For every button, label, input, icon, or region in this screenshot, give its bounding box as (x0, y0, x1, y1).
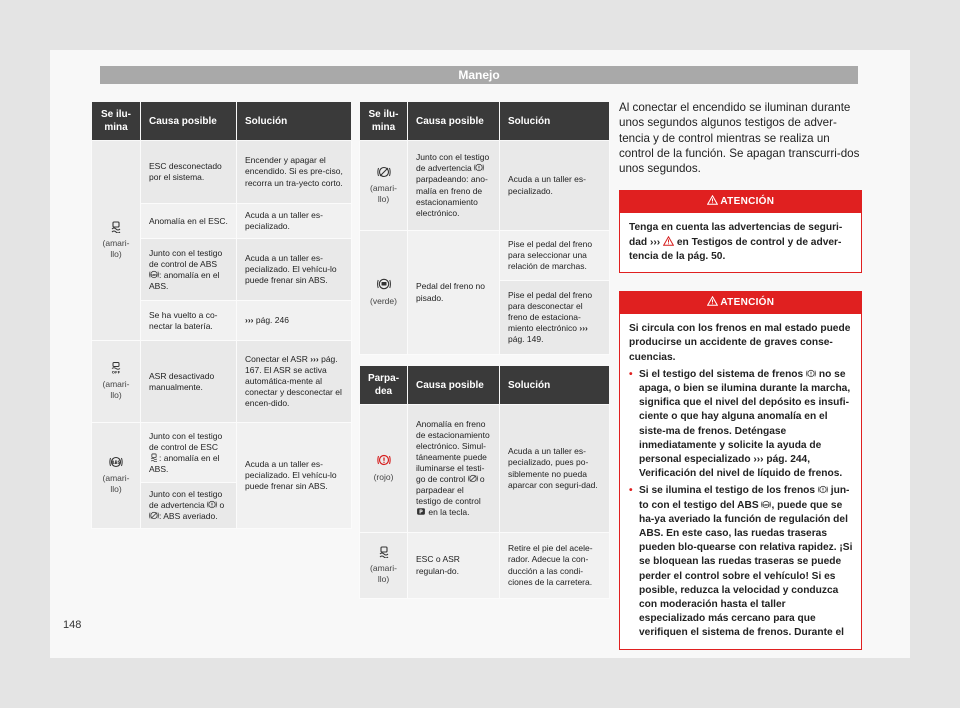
symbol-cell (360, 533, 408, 599)
solution-cell: ››› pág. 246 (237, 301, 352, 341)
pad-wear-icon (377, 166, 391, 178)
cause-cell: Se ha vuelto a co-nectar la batería. (141, 301, 237, 341)
col-header-cause: Causa posible (141, 102, 237, 141)
asr-off-icon (109, 362, 123, 374)
solution-cell: Acuda a un taller es-pecializado. El vehícu-lo puede frenar sin ABS. (237, 423, 352, 529)
warning-bullet: • Si se ilumina el testigo de los frenos jun-to con el testigo del ABS , puede que se ha-ya averiado la función de regulación del ABS. En este caso, las ruedas traseras pueden blo-quearse con relativa rapidez. ¡Si se bloquean las ruedas traseras se puede perder el control sobre el vehículo! Si es posible, reduzca la velocidad y conduzca con moderación hasta el taller especializado más cercano para que verifiquen el sistema de frenos. Durante el (629, 484, 853, 640)
abs-icon (149, 270, 159, 279)
warning-heading: ATENCIÓN (620, 191, 861, 213)
symbol-cell (92, 423, 141, 529)
warning-lead: Si circula con los frenos en mal estado puede producirse un accidente de graves conse-cuencias. (629, 323, 851, 363)
symbol-color-label: (amari- llo) (102, 238, 130, 260)
symbol-color-label: (amari- llo) (102, 379, 130, 401)
warning-triangle-icon (707, 296, 718, 306)
symbol-color-label: (verde) (370, 295, 397, 306)
esc-icon (109, 221, 123, 233)
warning-bullet: • Si el testigo del sistema de frenos no se apaga, o bien se ilumina durante la marcha, significa que el nivel del depósito es insufi-ciente o que hay alguna anomalía en el siste-ma de frenos. Deténgase inmediatamente y solicite la ayuda de personal especializado ››› pág. 244, Verificación del nivel de líquido de frenos. (629, 368, 853, 482)
cause-cell: Anomalía en freno de estacionamiento electrónico. Simul-táneamente puede iluminarse el testi-go de control o parpadear el testigo de control en la tecla. (408, 405, 500, 533)
symbol-cell (92, 341, 141, 423)
abs-icon (109, 456, 123, 468)
table-row (360, 533, 610, 599)
brake-icon (207, 500, 217, 509)
pad-wear-icon (468, 474, 478, 483)
symbol-color-label: (amari- llo) (370, 562, 397, 585)
col-header-cause: Causa posible (408, 102, 500, 141)
symbol-color-label: (amari- llo) (102, 473, 130, 495)
solution-cell: Acuda a un taller es-pecializado, pues po-siblemente no pueda aparcar con seguri-dad. (500, 405, 610, 533)
manual-page (50, 50, 910, 658)
symbol-cell (92, 141, 141, 341)
warning-box-2 (619, 291, 862, 649)
warning-triangle-icon (707, 195, 718, 205)
page-reference-link[interactable]: pág. 244, Verificación del nivel de líquido de frenos (639, 453, 840, 480)
table-header-row (360, 102, 610, 141)
col-header-cause: Causa posible (408, 366, 500, 405)
page-reference-link[interactable]: pág. 167 (245, 353, 338, 376)
table-header-row (92, 102, 352, 141)
intro-paragraph: Al conectar el encendido se iluminan durante unos segundos algunos testigos de adver-tencia y de control mientras se realiza un control de la función. Se apagan transcurri-dos unos segundos. (619, 101, 860, 176)
col-header-symbol: Se ilu- mina (92, 102, 141, 141)
brake-warning-icon (377, 454, 391, 466)
right-column (619, 100, 862, 650)
warning-lights-table-2 (359, 101, 610, 355)
brake-pedal-icon (377, 278, 391, 290)
solution-cell: Acuda a un taller es-pecializado. El vehícu-lo puede frenar sin ABS. (237, 239, 352, 301)
symbol-color-label: (rojo) (373, 471, 394, 482)
brake-icon (474, 163, 484, 172)
symbol-cell (360, 141, 408, 231)
brake-icon (806, 369, 816, 378)
symbol-color-label: (amari- llo) (370, 182, 397, 205)
cause-cell: Junto con el testigo de advertencia parpadeando: ano-malía en freno de estacionamiento electrónico. (408, 141, 500, 231)
cause-cell: ASR desactivado manualmente. (141, 341, 237, 423)
solution-cell: Retire el pie del acele-rador. Adecue la con-ducción a las condi-ciones de la carretera. (500, 533, 610, 599)
cause-cell: Junto con el testigo de control de ESC : anomalía en el ABS. (141, 423, 237, 483)
table-header-row (360, 366, 610, 405)
table-row (360, 231, 610, 281)
warning-heading: ATENCIÓN (620, 292, 861, 314)
warning-body (620, 314, 861, 648)
table-row (360, 405, 610, 533)
page-reference-link[interactable]: pág. 246 (255, 315, 289, 326)
col-header-symbol: Se ilu- mina (360, 102, 408, 141)
solution-cell: Encender y apagar el encendido. Si es pre-ciso, recorra un tra-yecto corto. (237, 141, 352, 204)
warning-body: Tenga en cuenta las advertencias de seguri-dad ››› en Testigos de control y de adver-tencia de la pág. 50. (629, 222, 843, 262)
page-number: 148 (63, 619, 82, 631)
symbol-cell (360, 405, 408, 533)
warning-triangle-icon (663, 236, 674, 246)
warning-lights-table-1 (91, 101, 352, 529)
cause-cell: ESC desconectado por el sistema. (141, 141, 237, 204)
solution-cell: Acuda a un taller es-pecializado. (500, 141, 610, 231)
col-header-solution: Solución (500, 366, 610, 405)
symbol-cell (360, 231, 408, 355)
page-reference-link[interactable]: en Testigos de control y de adver-tencia de la pág. 50 (629, 236, 842, 262)
abs-icon (761, 500, 771, 509)
col-header-solution: Solución (500, 102, 610, 141)
col-header-symbol: Parpa- dea (360, 366, 408, 405)
pad-wear-icon (149, 511, 159, 520)
esc-icon (377, 546, 391, 558)
section-header: Manejo (100, 66, 858, 84)
page-reference-link[interactable]: pág. 149 (508, 334, 542, 345)
solution-cell: Acuda a un taller es-pecializado. (237, 204, 352, 239)
table-row (92, 141, 352, 204)
col-header-solution: Solución (237, 102, 352, 141)
solution-cell: Pise el pedal del freno para desconectar el freno de estaciona-miento electrónico ››› pág. 149. (500, 281, 610, 355)
esc-icon (149, 453, 159, 462)
solution-cell: Pise el pedal del freno para seleccionar una relación de marchas. (500, 231, 610, 281)
solution-cell: Conectar el ASR ››› pág. 167. El ASR se activa automática-mente al conectar y desconectar el encen-dido. (237, 341, 352, 423)
flashing-lights-table (359, 365, 610, 599)
cause-cell: Anomalía en el ESC. (141, 204, 237, 239)
cause-cell: Junto con el testigo de control de ABS : anomalía en el ABS. (141, 239, 237, 301)
cause-cell: Pedal del freno no pisado. (408, 231, 500, 355)
table-row (92, 423, 352, 483)
cause-cell: Junto con el testigo de advertencia o : ABS averiado. (141, 483, 237, 529)
table-row (92, 341, 352, 423)
park-brake-icon (416, 507, 426, 516)
cause-cell: ESC o ASR regulan-do. (408, 533, 500, 599)
warning-box-1 (619, 190, 862, 273)
brake-icon (818, 485, 828, 494)
table-row (360, 141, 610, 231)
